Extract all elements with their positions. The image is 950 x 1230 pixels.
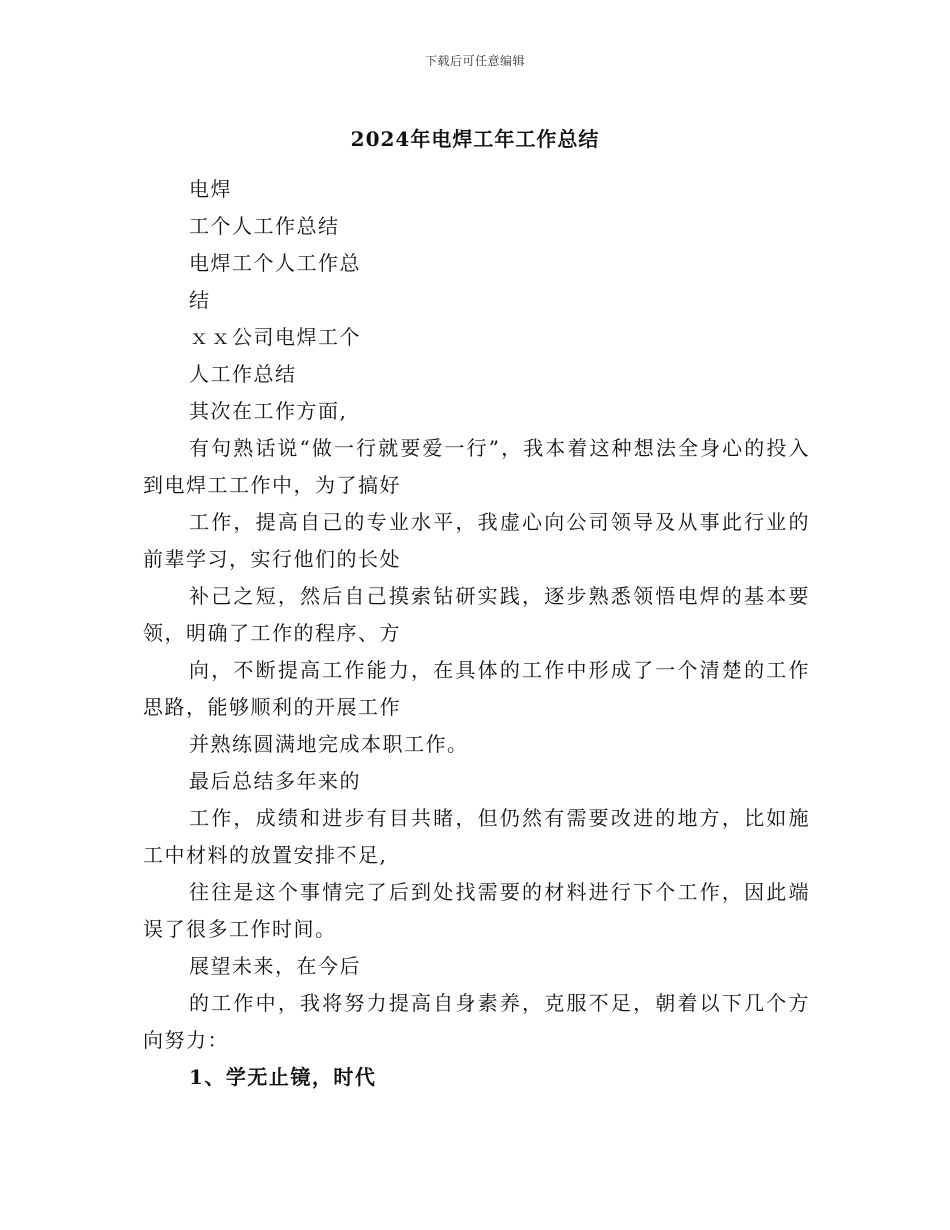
- paragraph: 其次在工作方面,: [189, 399, 348, 423]
- paragraph: 并熟练圆满地完成本职工作。: [189, 732, 469, 756]
- document-body: [143, 171, 810, 1096]
- paragraph: 工个人工作总结: [189, 214, 340, 238]
- paragraph: 展望未来，在今后: [189, 954, 361, 978]
- paragraph: ｘｘ公司电焊工个: [189, 325, 361, 349]
- paragraph: 结: [189, 288, 211, 312]
- paragraph: 向，不断提高工作能力，在具体的工作中形成了一个清楚的工作思路，能够顺利的开展工作: [143, 658, 810, 719]
- paragraph: 人工作总结: [189, 362, 297, 386]
- document-title: 2024年电焊工年工作总结: [350, 127, 600, 151]
- paragraph: 的工作中，我将努力提高自身素养，克服不足，朝着以下几个方向努力：: [143, 991, 810, 1052]
- paragraph: 有句熟话说“做一行就要爱一行”，我本着这种想法全身心的投入到电焊工工作中，为了搞好: [143, 436, 810, 497]
- section-heading: 1、学无止镜，时代: [189, 1065, 377, 1089]
- paragraph: 最后总结多年来的: [189, 769, 361, 793]
- paragraph: 往往是这个事情完了后到处找需要的材料进行下个工作，因此端误了很多工作时间。: [143, 880, 810, 941]
- paragraph: 工作，提高自己的专业水平，我虚心向公司领导及从事此行业的前辈学习，实行他们的长处: [143, 510, 810, 571]
- paragraph: 电焊工个人工作总: [189, 251, 361, 275]
- paragraph: 电焊: [189, 177, 232, 201]
- paragraph: 工作，成绩和进步有目共睹，但仍然有需要改进的地方，比如施工中材料的放置安排不足,: [143, 806, 810, 867]
- page-header-note: 下载后可任意编辑: [424, 54, 525, 68]
- paragraph: 补己之短，然后自己摸索钻研实践，逐步熟悉领悟电焊的基本要领，明确了工作的程序、方: [143, 584, 810, 645]
